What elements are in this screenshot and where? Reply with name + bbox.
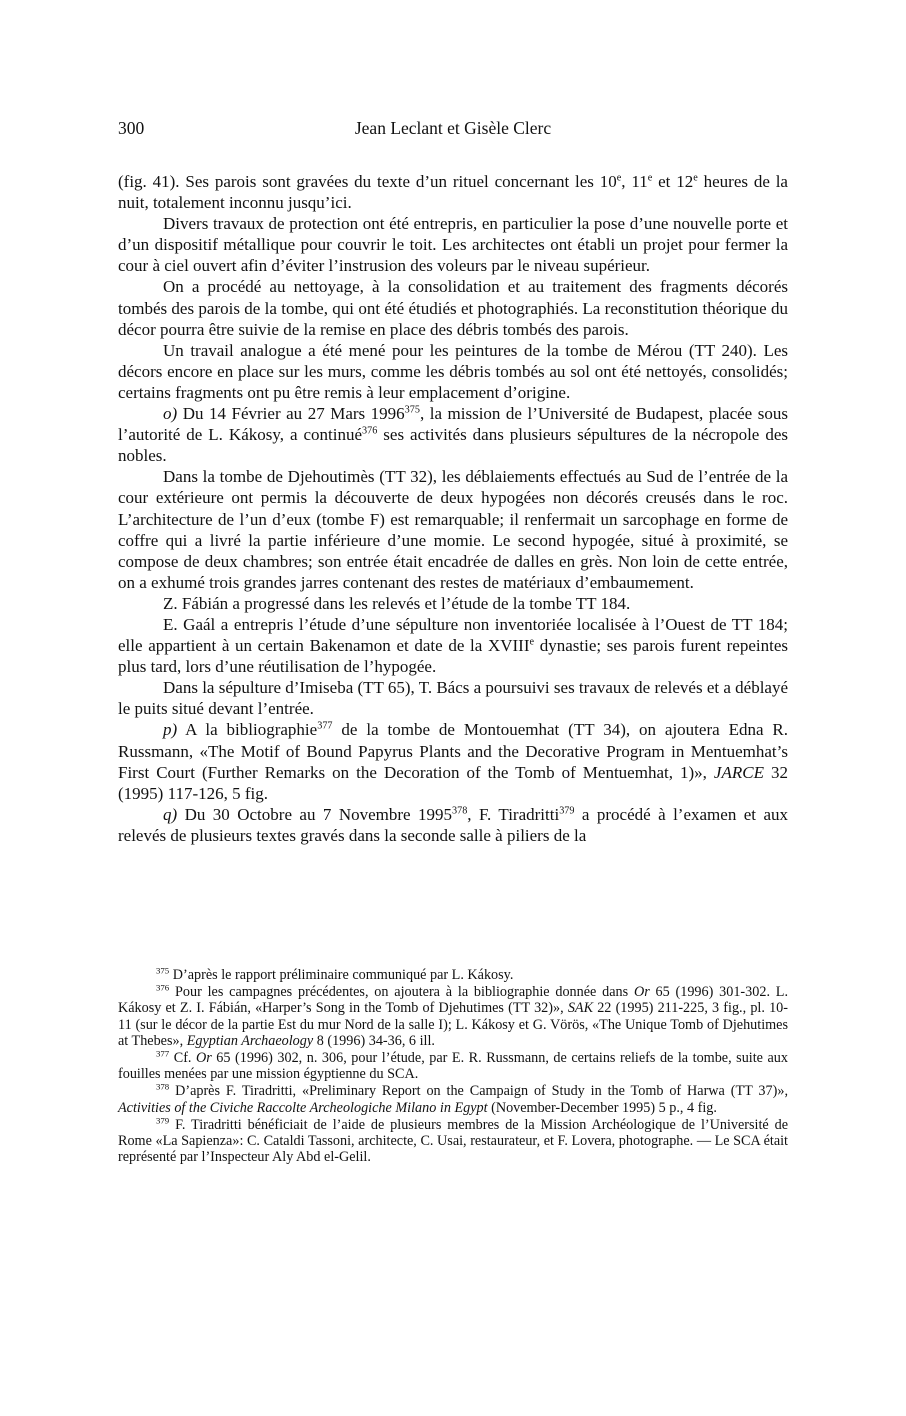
footnotes <box>118 967 788 1165</box>
footnote-text: Pour les campagnes précédentes, on ajoutera à la bibliographie donnée dans Or 65 (1996) 301-302. L. Kákosy et Z. I. Fábián, «Harper’s Song in the Tomb of Djehutimes (TT 32)», SAK 22 (1995) 211-225, 3 fig., pl. 10-11 (sur le décor de la partie Est du mur Nord de la salle I); L. Kákosy et G. Vörös, «The Unique Tomb of Djehutimes at Thebes», Egyptian Archaeology 8 (1996) 34-36, 6 ill. <box>118 984 789 1049</box>
footnote-text: Cf. Or 65 (1996) 302, n. 306, pour l’étude, par E. R. Russmann, de certains reliefs de la tombe, suite aux fouilles menées par une mission égyptienne du SCA. <box>118 1050 788 1083</box>
body-paragraph: p) A la bibliographie$^{377}$ de la tombe de Montouemhat (TT 34), on ajoutera Edna R. Russmann, «The Motif of Bound Papyrus Plants and the Decorative Program in Mentuemhat’s First Court (Further Remarks on the Decoration of the Tomb of Mentuemhat, 1)», JARCE 32 (1995) 117-126, 5 fig. <box>118 720 788 803</box>
body-paragraph: Z. Fábián a progressé dans les relevés et l’étude de la tombe TT 184. <box>163 593 631 613</box>
running-title: Jean Leclant et Gisèle Clerc <box>354 118 552 138</box>
footnote-number: 379 <box>156 1115 170 1126</box>
body-paragraph: Dans la sépulture d’Imiseba (TT 65), T. Bács a poursuivi ses travaux de relevés et a déblayé le puits situé devant l’entrée. <box>118 678 789 719</box>
body-paragraph: q) Du 30 Octobre au 7 Novembre 1995$^{378}$, F. Tiradritti$^{379}$ a procédé à l’examen et aux relevés de plusieurs textes gravés dans la seconde salle à piliers de la <box>118 804 788 845</box>
footnote <box>118 984 788 1049</box>
footnote-text: F. Tiradritti bénéficiait de l’aide de plusieurs membres de la Mission Archéologique de l’Université de Rome «La Sapienza»: C. Cataldi Tassoni, architecte, C. Usai, restaurateur, et F. Lovera, photographe. — Le SCA était représenté par l’Inspecteur Aly Abd el-Gelil. <box>118 1116 788 1166</box>
footnote-number: 376 <box>156 982 170 993</box>
body-paragraph: o) Du 14 Février au 27 Mars 1996$^{375}$, la mission de l’Université de Budapest, placée sous l’autorité de L. Kákosy, a continué$^{376}$ ses activités dans plusieurs sépultures de la nécropole des nobles. <box>118 404 788 466</box>
page-number: 300 <box>118 118 145 138</box>
body-paragraph: Divers travaux de protection ont été entrepris, en particulier la pose d’une nouvelle porte et d’un dispositif métallique pour couvrir le toit. Les architectes ont établi un projet pour fermer la cour à ciel ouvert afin d’éviter l’instrusion des voleurs par le niveau supérieur. <box>118 214 788 276</box>
footnote-number: 378 <box>156 1081 170 1092</box>
body-text <box>118 171 788 846</box>
footnote-number: 377 <box>156 1048 170 1059</box>
footnote <box>118 967 788 983</box>
footnote-text: D’après le rapport préliminaire communiqué par L. Kákosy. <box>169 967 514 983</box>
body-paragraph: (fig. 41). Ses parois sont gravées du texte d’un rituel concernant les 10e, 11e et 12e heures de la nuit, totalement inconnu jusqu’ici. <box>118 172 788 213</box>
footnote-text: D’après F. Tiradritti, «Preliminary Report on the Campaign of Study in the Tomb of Harwa (TT 37)», Activities of the Civiche Raccolte Archeologiche Milano in Egypt (November-December 1995) 5 p., 4 fig. <box>118 1083 788 1116</box>
footnote <box>118 1050 788 1082</box>
footnote <box>118 1083 788 1115</box>
page-header <box>118 118 788 142</box>
body-paragraph: E. Gaál a entrepris l’étude d’une sépulture non inventoriée localisée à l’Ouest de TT 184; elle appartient à un certain Bakenamon et date de la XVIIIe dynastie; ses parois furent repeintes plus tard, lors d’une réutilisation de l’hypogée. <box>118 614 788 677</box>
body-paragraph: Un travail analogue a été mené pour les peintures de la tombe de Mérou (TT 240). Les décors encore en place sur les murs, comme les débris tombés au sol ont été nettoyés, consolidés; certains fragments ont pu être remis à leur emplacement d’origine. <box>118 340 788 402</box>
footnote-number: 375 <box>156 965 170 976</box>
body-paragraph: On a procédé au nettoyage, à la consolidation et au traitement des fragments décorés tombés des parois de la tombe, qui ont été étudiés et photographiés. La reconstitution théorique du décor pourra être suivie de la remise en place des débris tombés des parois. <box>118 277 788 339</box>
body-paragraph: Dans la tombe de Djehoutimès (TT 32), les déblaiements effectués au Sud de l’entrée de la cour extérieure ont permis la découverte de deux hypogées non décorés creusés dans le roc. L’architecture de l’un d’eux (tombe F) est remarquable; il renfermait un sarcophage en forme de coffre qui a livré la partie inférieure d’une momie. Le second hypogée, situé à proximité, se compose de deux chambres; son entrée était encadrée de dalles en grès. Non loin de cette entrée, on a exhumé trois grandes jarres contenant des restes de matériaux d’embaumement. <box>118 467 788 592</box>
footnote <box>118 1117 788 1166</box>
